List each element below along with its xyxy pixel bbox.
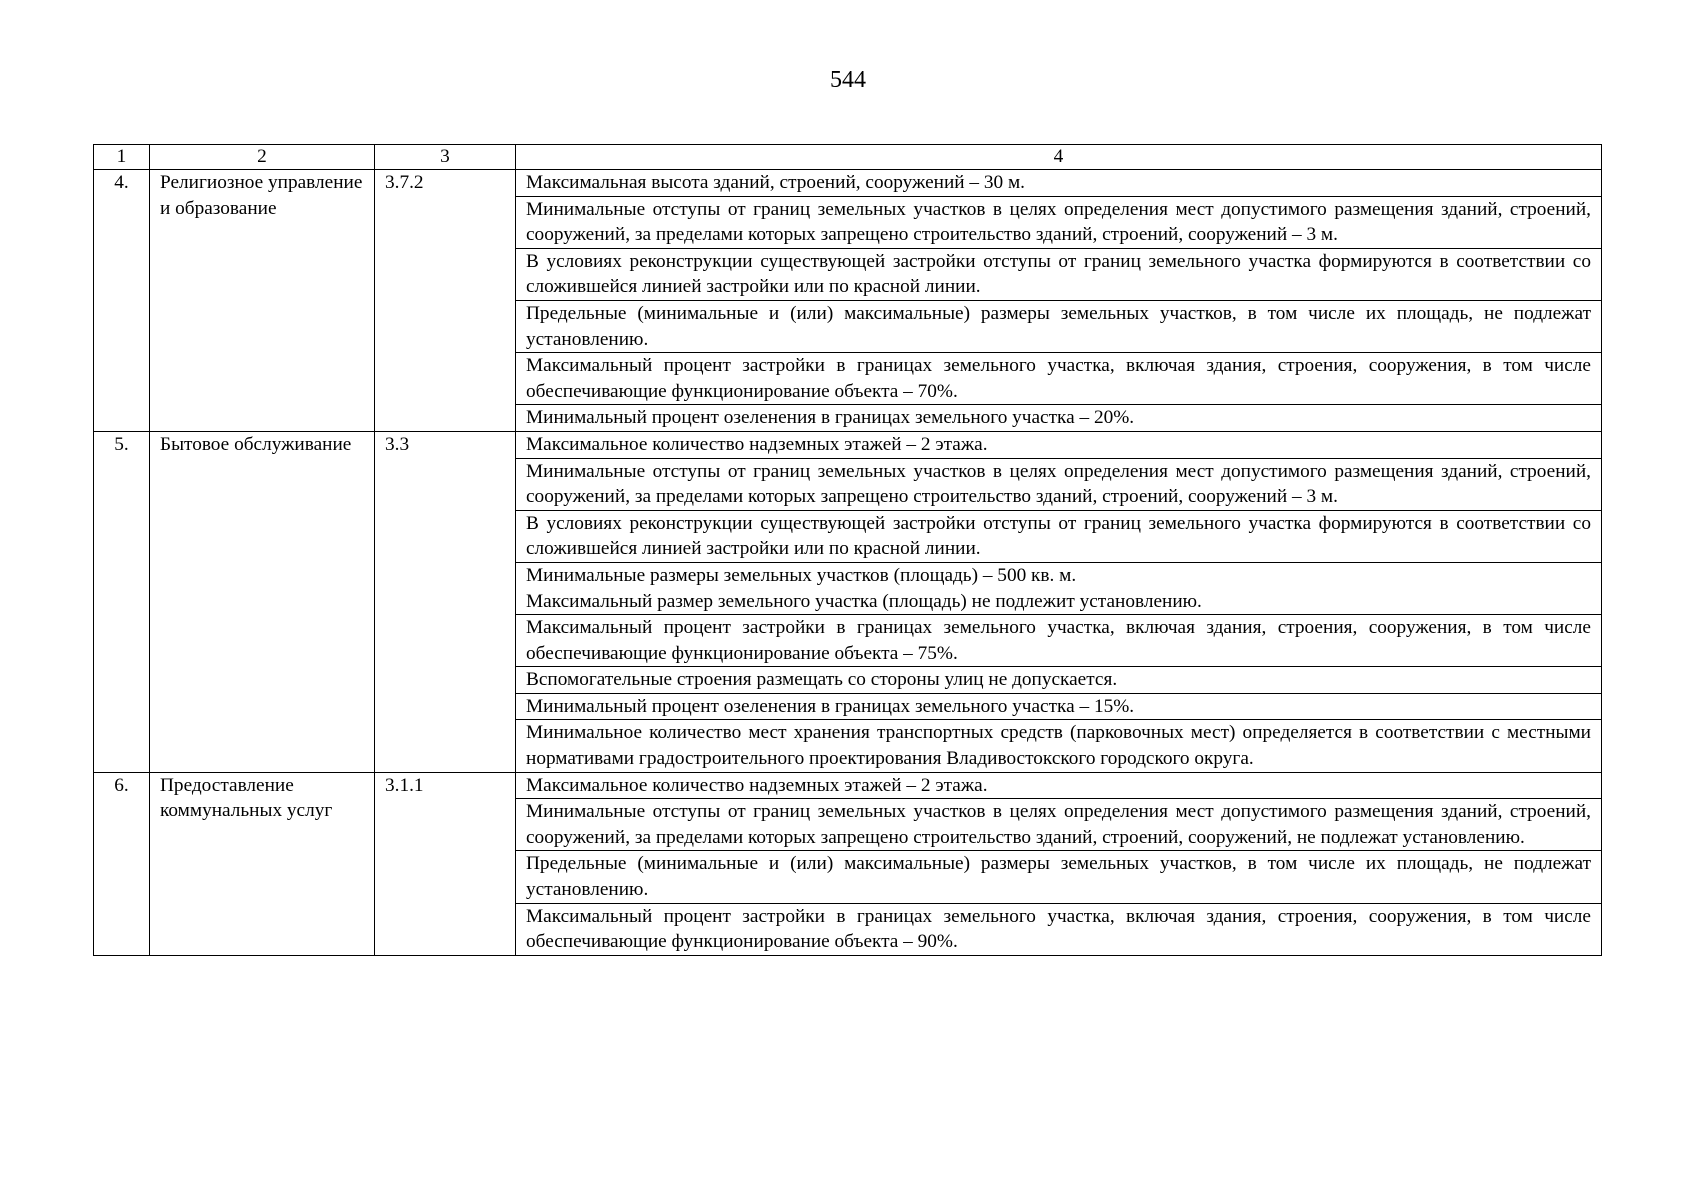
parameter-text: Максимальный процент застройки в границах земельного участка, включая здания, строения, сооружения, в том числе обеспечивающие функционирование объекта – 70%.: [526, 355, 1591, 402]
table-row: [94, 170, 1602, 197]
row-number: 6.: [94, 772, 150, 955]
parameter-text: Максимальное количество надземных этажей – 2 этажа.: [526, 433, 988, 455]
use-type-name: Предоставление коммунальных услуг: [150, 772, 375, 955]
parameter-text: Максимальный процент застройки в границах земельного участка, включая здания, строения, сооружения, в том числе обеспечивающие функционирование объекта – 90%.: [526, 905, 1591, 953]
parameter-text: В условиях реконструкции существующей застройки отступы от границ земельного участка формируются в соответствии со сложившейся линией застройки или по красной линии.: [526, 250, 1591, 298]
parameter-text: Минимальные отступы от границ земельных участков в целях определения мест допустимого размещения зданий, строений, сооружений, за пределами которых запрещено строительство зданий, строений, сооружений, не подлежат установлению.: [526, 801, 1591, 848]
parameter-cell: [516, 458, 1602, 510]
parameter-text: Максимальная высота зданий, строений, сооружений – 30 м.: [526, 172, 1026, 193]
table-row: [94, 431, 1602, 458]
parameter-text: Максимальный размер земельного участка (площадь) не подлежит установлению.: [526, 590, 1202, 612]
parameter-cell: [516, 405, 1602, 432]
parameter-cell: [516, 300, 1602, 352]
page-number: 544: [830, 67, 866, 93]
parameter-text: Минимальный процент озеленения в границах земельного участка – 20%.: [526, 407, 1135, 429]
row-number: 4.: [94, 170, 150, 432]
parameter-text: Минимальное количество мест хранения транспортных средств (парковочных мест) определяется в соответствии с местными нормативами градостроительного проектирования Владивостокского городского округа.: [526, 722, 1591, 770]
parameter-text: Вспомогательные строения размещать со стороны улиц не допускается.: [526, 669, 1118, 691]
parameter-text: Минимальный процент озеленения в границах земельного участка – 15%.: [526, 695, 1135, 717]
parameter-text: Минимальные размеры земельных участков (площадь) – 500 кв. м.: [526, 564, 1077, 586]
parameter-text: Максимальное количество надземных этажей – 2 этажа.: [526, 774, 988, 796]
row-number: 5.: [94, 431, 150, 772]
parameter-cell: [516, 562, 1602, 614]
parameter-cell: [516, 903, 1602, 955]
parameter-cell: [516, 851, 1602, 903]
parameter-cell: [516, 693, 1602, 720]
parameter-text: Максимальный процент застройки в границах земельного участка, включая здания, строения, сооружения, в том числе обеспечивающие функционирование объекта – 75%.: [526, 617, 1591, 664]
table-row: [94, 772, 1602, 799]
column-header: 1: [94, 145, 150, 170]
parameter-cell: [516, 170, 1602, 197]
parameter-cell: [516, 667, 1602, 694]
column-header: 2: [150, 145, 375, 170]
regulations-table-body: [94, 145, 1602, 956]
use-type-code: 3.7.2: [375, 170, 516, 432]
parameter-text: В условиях реконструкции существующей застройки отступы от границ земельного участка формируются в соответствии со сложившейся линией застройки или по красной линии.: [526, 512, 1591, 560]
parameter-cell: [516, 248, 1602, 300]
parameter-cell: [516, 720, 1602, 772]
parameter-cell: [516, 772, 1602, 799]
parameter-cell: [516, 510, 1602, 562]
column-header: 4: [516, 145, 1602, 170]
parameter-cell: [516, 615, 1602, 667]
parameter-cell: [516, 353, 1602, 405]
parameter-cell: [516, 431, 1602, 458]
use-type-name: Религиозное управление и образование: [150, 170, 375, 432]
use-type-code: 3.1.1: [375, 772, 516, 955]
parameter-cell: [516, 799, 1602, 851]
parameter-text: Минимальные отступы от границ земельных участков в целях определения мест допустимого размещения зданий, строений, сооружений, за пределами которых запрещено строительство зданий, строений, сооружений – 3 м.: [526, 460, 1591, 508]
parameter-text: Предельные (минимальные и (или) максимальные) размеры земельных участков, в том числе их площадь, не подлежат установлению.: [526, 302, 1591, 350]
use-type-name: Бытовое обслуживание: [150, 431, 375, 772]
parameter-text: Минимальные отступы от границ земельных участков в целях определения мест допустимого размещения зданий, строений, сооружений, за пределами которых запрещено строительство зданий, строений, сооружений – 3 м.: [526, 198, 1591, 246]
use-type-code: 3.3: [375, 431, 516, 772]
parameter-text: Предельные (минимальные и (или) максимальные) размеры земельных участков, в том числе их площадь, не подлежат установлению.: [526, 853, 1591, 901]
column-header: 3: [375, 145, 516, 170]
parameter-cell: [516, 196, 1602, 248]
regulations-table: [93, 144, 1602, 956]
table-header-row: [94, 145, 1602, 170]
